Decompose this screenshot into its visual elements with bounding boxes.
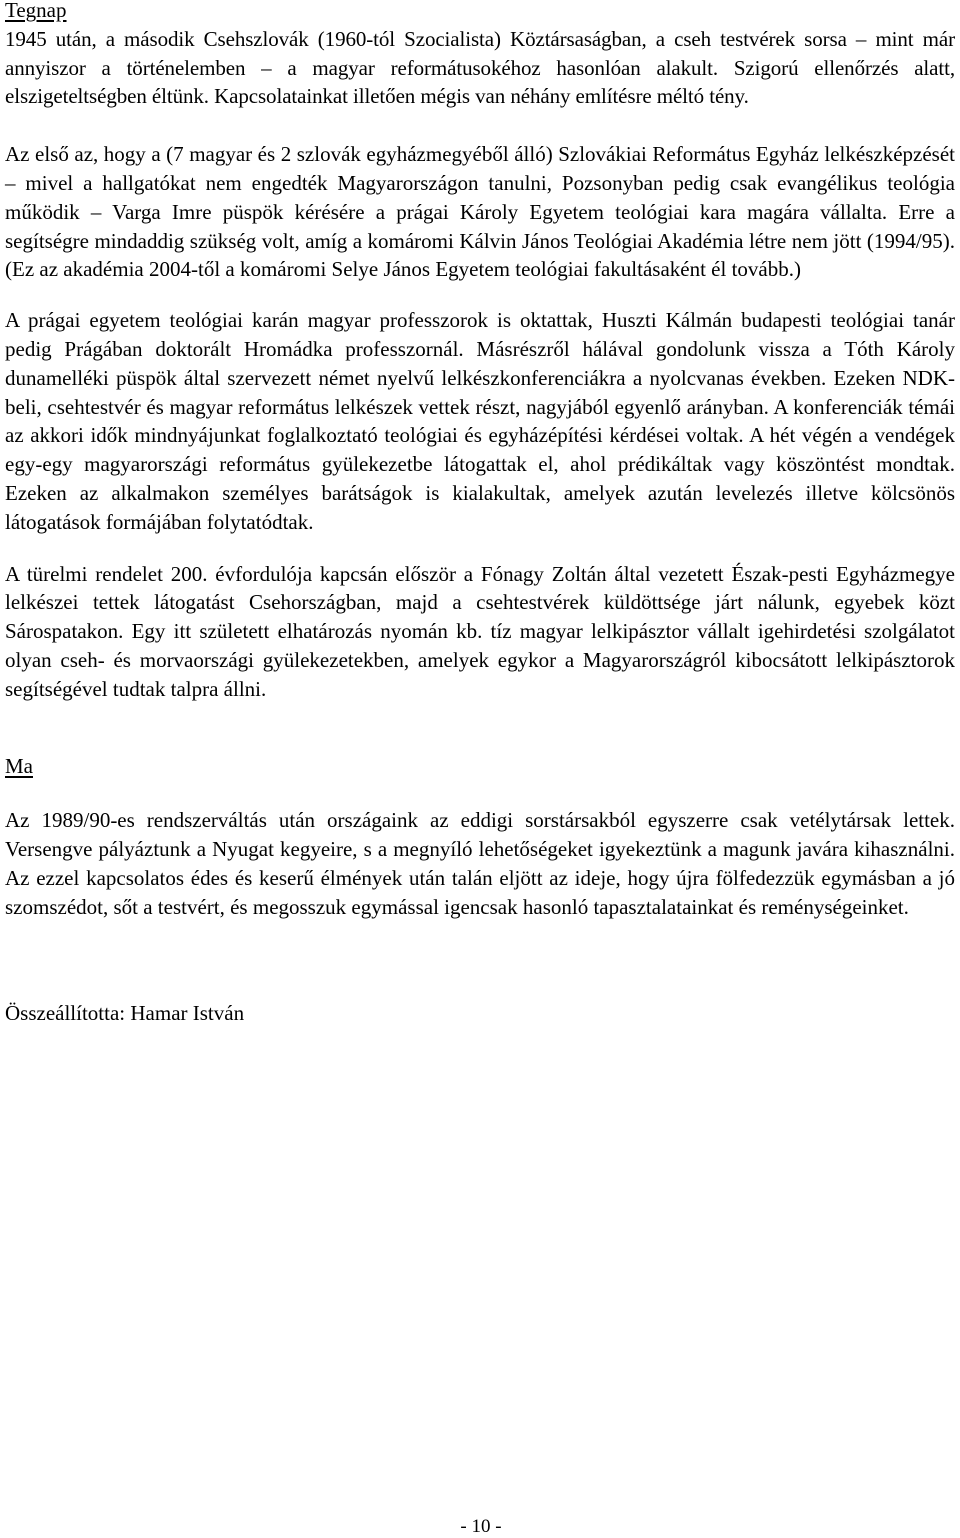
paragraph-ma-after-1989: Az 1989/90-es rendszerváltás után országaink az eddigi sorstársakból egyszerre csak vetélytársak lettek. Versengve pályáztunk a Nyugat kegyeire, s a megnyíló lehetőségeket igyekeztünk a magunk javára kihasználni. Az ezzel kapcsolatos édes és keserű élmények után talán eljött az ideje, hogy újra fölfedezzük egymásban a jó szomszédot, sőt a testvért, és megosszuk egymással igencsak hasonló tapasztalatainkat és reménységeinket.	[5, 808, 955, 919]
document-page	[5, 0, 955, 1027]
section-heading-tegnap: Tegnap	[5, 0, 67, 22]
page-number-label: - 10 -	[460, 1516, 502, 1537]
paragraph-tegnap-conferences: A prágai egyetem teológiai karán magyar professzorok is oktattak, Huszti Kálmán budapesti teológiai tanár pedig Prágában doktorált Hromádka professzornál. Másrészről hálával gondolunk vissza a Tóth Károly dunamelléki püspök által szervezett német nyelvű lelkészkonferenciákra a nyolcvanas években. Ezeken NDK-beli, csehtestvér és magyar református lelkészek vettek részt, nagyjából egyenlő arányban. A konferenciák témái az akkori idők mindnyájunkat foglalkoztató teológiai és egyházépítési kérdései voltak. A hét végén a vendégek egy-egy magyarországi református gyülekezetbe látogattak el, ahol prédikáltak vagy köszöntést mondtak. Ezeken az alkalmakon személyes barátságok is kialakultak, amelyek azután levelezés illetve kölcsönös látogatások formájában folytatódtak.	[5, 308, 955, 534]
paragraph-tegnap-edict-anniversary: A türelmi rendelet 200. évfordulója kapcsán először a Fónagy Zoltán által vezetett Észak-pesti Egyházmegye lelkészei tettek látogatást Csehországban, majd a csehtestvérek küldöttsége járt nálunk, egyebek közt Sárospatakon. Egy itt született elhatározás nyomán kb. tíz magyar lelkipásztor vállalt igehirdetési szolgálatot olyan cseh- és morvaországi gyülekezetekben, amelyek egykor a Magyarországról kibocsátott lelkipásztorok segítségével tudtak talpra állni.	[5, 561, 955, 701]
section-ma	[5, 752, 955, 781]
section-heading-ma: Ma	[5, 753, 33, 778]
paragraph-tegnap-intro: 1945 után, a második Csehszlovák (1960-tól Szocialista) Köztársaságban, a cseh testvérek sorsa – mint már annyiszor a történelemben – a magyar reformátusokéhoz hasonlóan alakult. Szigorú ellenőrzés alatt, elszigeteltségben éltünk. Kapcsolatainkat illetően mégis van néhány említésre méltó tény.	[5, 26, 955, 109]
compiled-by-credit: Összeállította: Hamar István	[5, 1000, 245, 1025]
paragraph-tegnap-pastoral-training: Az első az, hogy a (7 magyar és 2 szlovák egyházmegyéből álló) Szlovákiai Református Egyház lelkészképzését – mivel a hallgatókat nem engedték Magyarországon tanulni, Pozsonyban pedig csak evangélikus teológia működik – Varga Imre püspök kérésére a prágai Károly Egyetem teológiai kara magára vállalta. Erre a segítségre mindaddig szükség volt, amíg a komáromi Kálvin János Teológiai Akadémia létre nem jött (1994/95). (Ez az akadémia 2004-től a komáromi Selye János Egyetem teológiai fakultásaként él tovább.)	[5, 142, 955, 282]
page-number	[0, 1516, 960, 1538]
